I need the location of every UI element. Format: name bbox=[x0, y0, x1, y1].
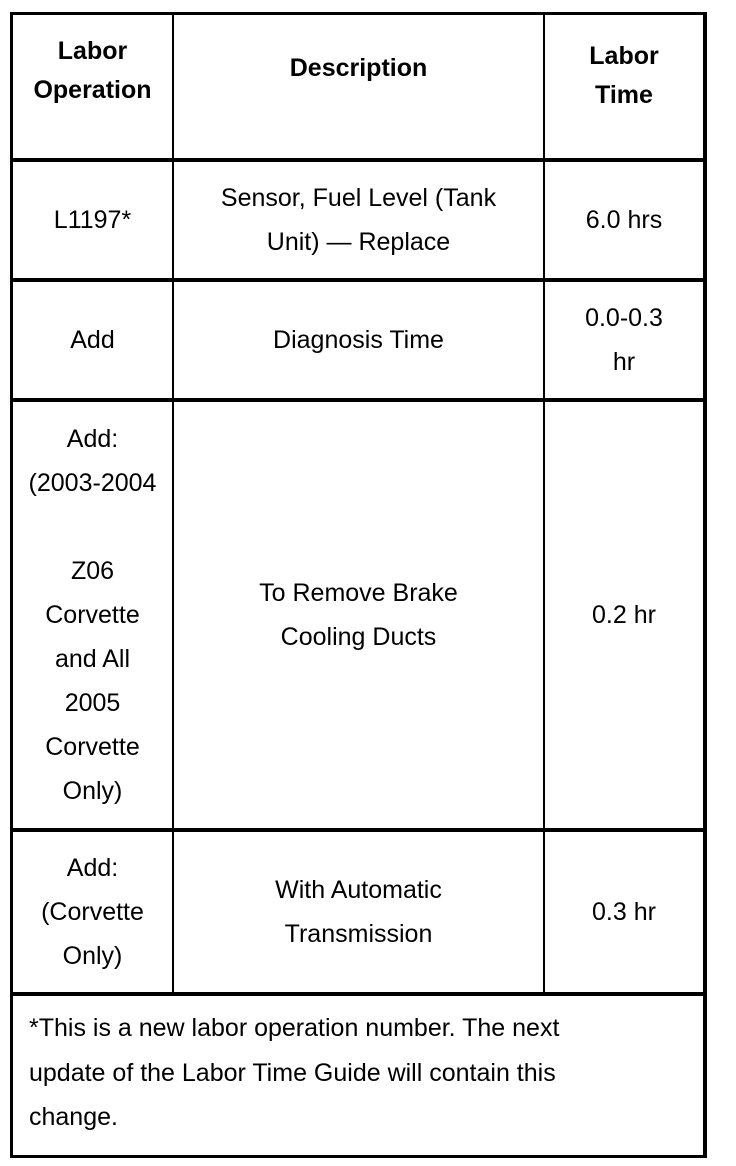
time-cell: 0.2 hr bbox=[544, 400, 703, 830]
description-cell: With Automatic Transmission bbox=[173, 830, 544, 994]
footnote: *This is a new labor operation number. The next update of the Labor Time Guide will contain this change. bbox=[29, 1014, 560, 1131]
operation-cell: Add: (Corvette Only) bbox=[13, 830, 173, 994]
table-row bbox=[13, 160, 703, 280]
description-cell: Diagnosis Time bbox=[173, 280, 544, 400]
time-cell: 0.0-0.3 hr bbox=[544, 280, 703, 400]
table-row bbox=[13, 280, 703, 400]
table-header-row bbox=[13, 15, 703, 160]
labor-time-table bbox=[13, 15, 703, 996]
operation-cell: L1197* bbox=[13, 160, 173, 280]
description-cell: To Remove Brake Cooling Ducts bbox=[173, 400, 544, 830]
header-labor-time: Labor Time bbox=[544, 15, 703, 160]
description-cell: Sensor, Fuel Level (Tank Unit) — Replace bbox=[173, 160, 544, 280]
table-row bbox=[13, 400, 703, 830]
time-cell: 0.3 hr bbox=[544, 830, 703, 994]
operation-cell: Add: (2003-2004 Z06 Corvette and All 2005 Corvette Only) bbox=[13, 400, 173, 830]
header-description: Description bbox=[173, 15, 544, 160]
time-cell: 6.0 hrs bbox=[544, 160, 703, 280]
labor-time-table-frame bbox=[10, 12, 707, 1158]
header-labor-operation: Labor Operation bbox=[13, 15, 173, 160]
table-row bbox=[13, 830, 703, 994]
operation-cell: Add bbox=[13, 280, 173, 400]
